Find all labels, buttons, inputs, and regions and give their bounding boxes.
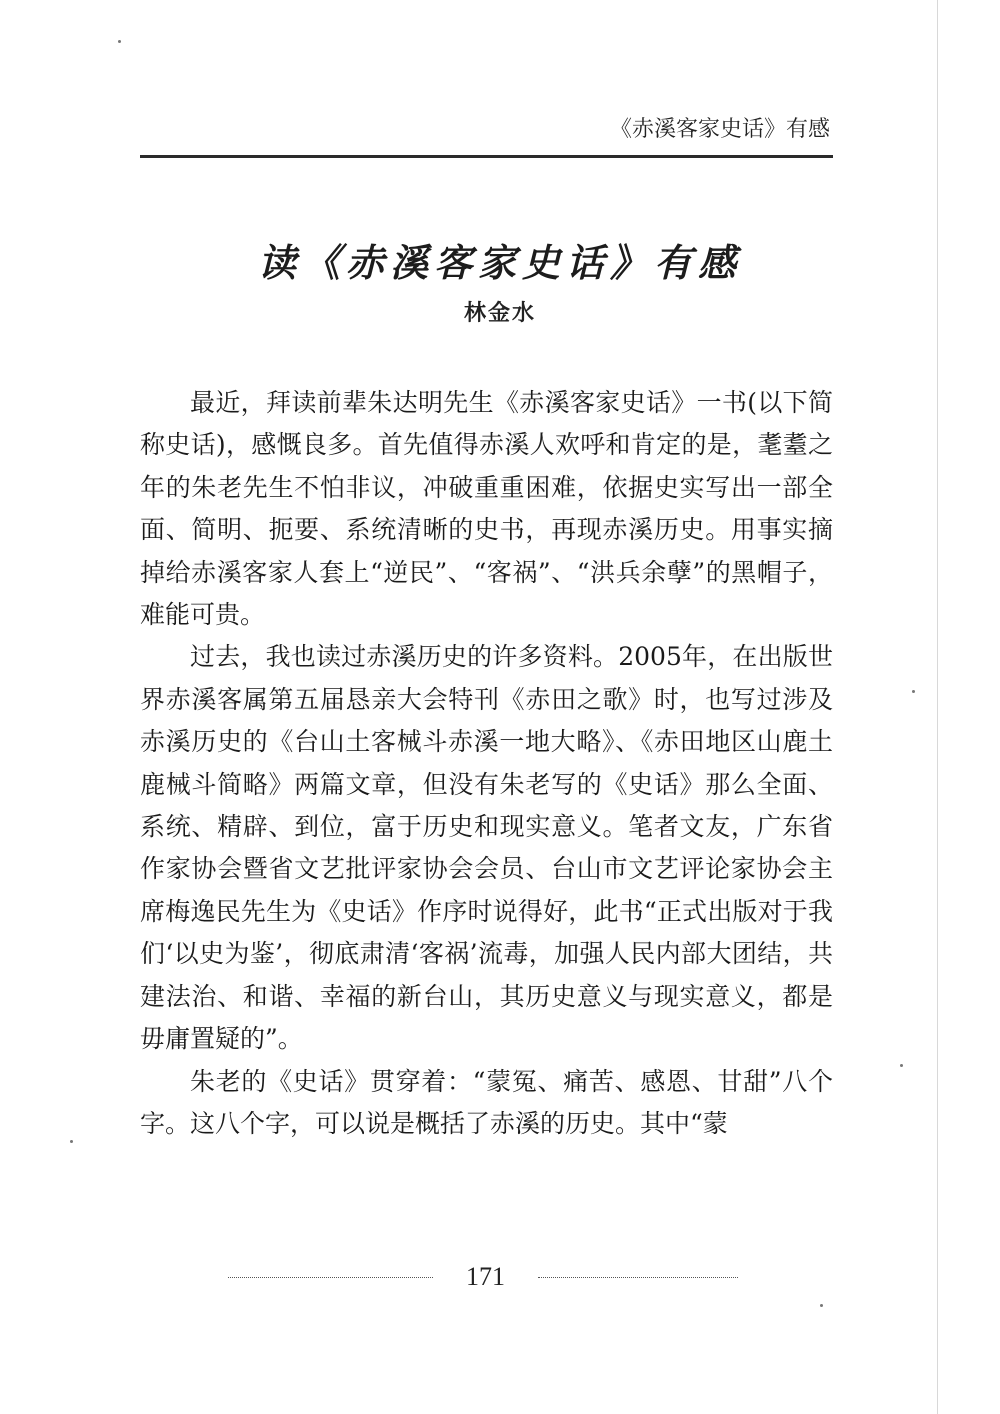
running-header: 《赤溪客家史话》有感 [609, 117, 830, 142]
article-author: 林金水 [463, 301, 536, 326]
article-body [140, 382, 833, 1145]
paragraph-2: 过去，我也读过赤溪历史的许多资料。2005年，在出版世界赤溪客属第五届恳亲大会特刊《赤田之歌》时，也写过涉及赤溪历史的《台山土客械斗赤溪一地大略》、《赤田地区山鹿土鹿械斗简略》两篇文章，但没有朱老写的《史话》那么全面、系统、精辟、到位，富于历史和现实意义。笔者文友，广东省作家协会暨省文艺批评家协会会员、台山市文艺评论家协会主席梅逸民先生为《史话》作序时说得好，此书“正式出版对于我们‘以史为鉴’，彻底肃清‘客祸’流毒，加强人民内部大团结，共建法治、和谐、幸福的新台山，其历史意义与现实意义，都是毋庸置疑的”。 [140, 642, 833, 1054]
scan-speck [900, 1064, 903, 1067]
page-number: 171 [466, 1262, 505, 1291]
footer-rule-left [228, 1277, 433, 1279]
paragraph-1: 最近，拜读前辈朱达明先生《赤溪客家史话》一书(以下简称史话)，感慨良多。首先值得赤溪人欢呼和肯定的是，耄耋之年的朱老先生不怕非议，冲破重重困难，依据史实写出一部全面、简明、扼要、系统清晰的史书，再现赤溪历史。用事实摘掉给赤溪客家人套上“逆民”、“客祸”、“洪兵余孽”的黑帽子，难能可贵。 [140, 388, 833, 630]
page-footer [228, 1262, 738, 1294]
scan-speck [118, 40, 121, 43]
paragraph-3: 朱老的《史话》贯穿着：“蒙冤、痛苦、感恩、甘甜”八个字。这八个字，可以说是概括了赤溪的历史。其中“蒙 [140, 1066, 833, 1138]
article-title: 读《赤溪客家史话》有感 [257, 240, 742, 285]
header-rule [140, 155, 833, 158]
page-edge-line [937, 0, 938, 1414]
scan-speck [912, 690, 915, 693]
scan-speck [70, 1140, 73, 1143]
scan-speck [820, 1304, 823, 1307]
footer-rule-right [538, 1277, 738, 1279]
